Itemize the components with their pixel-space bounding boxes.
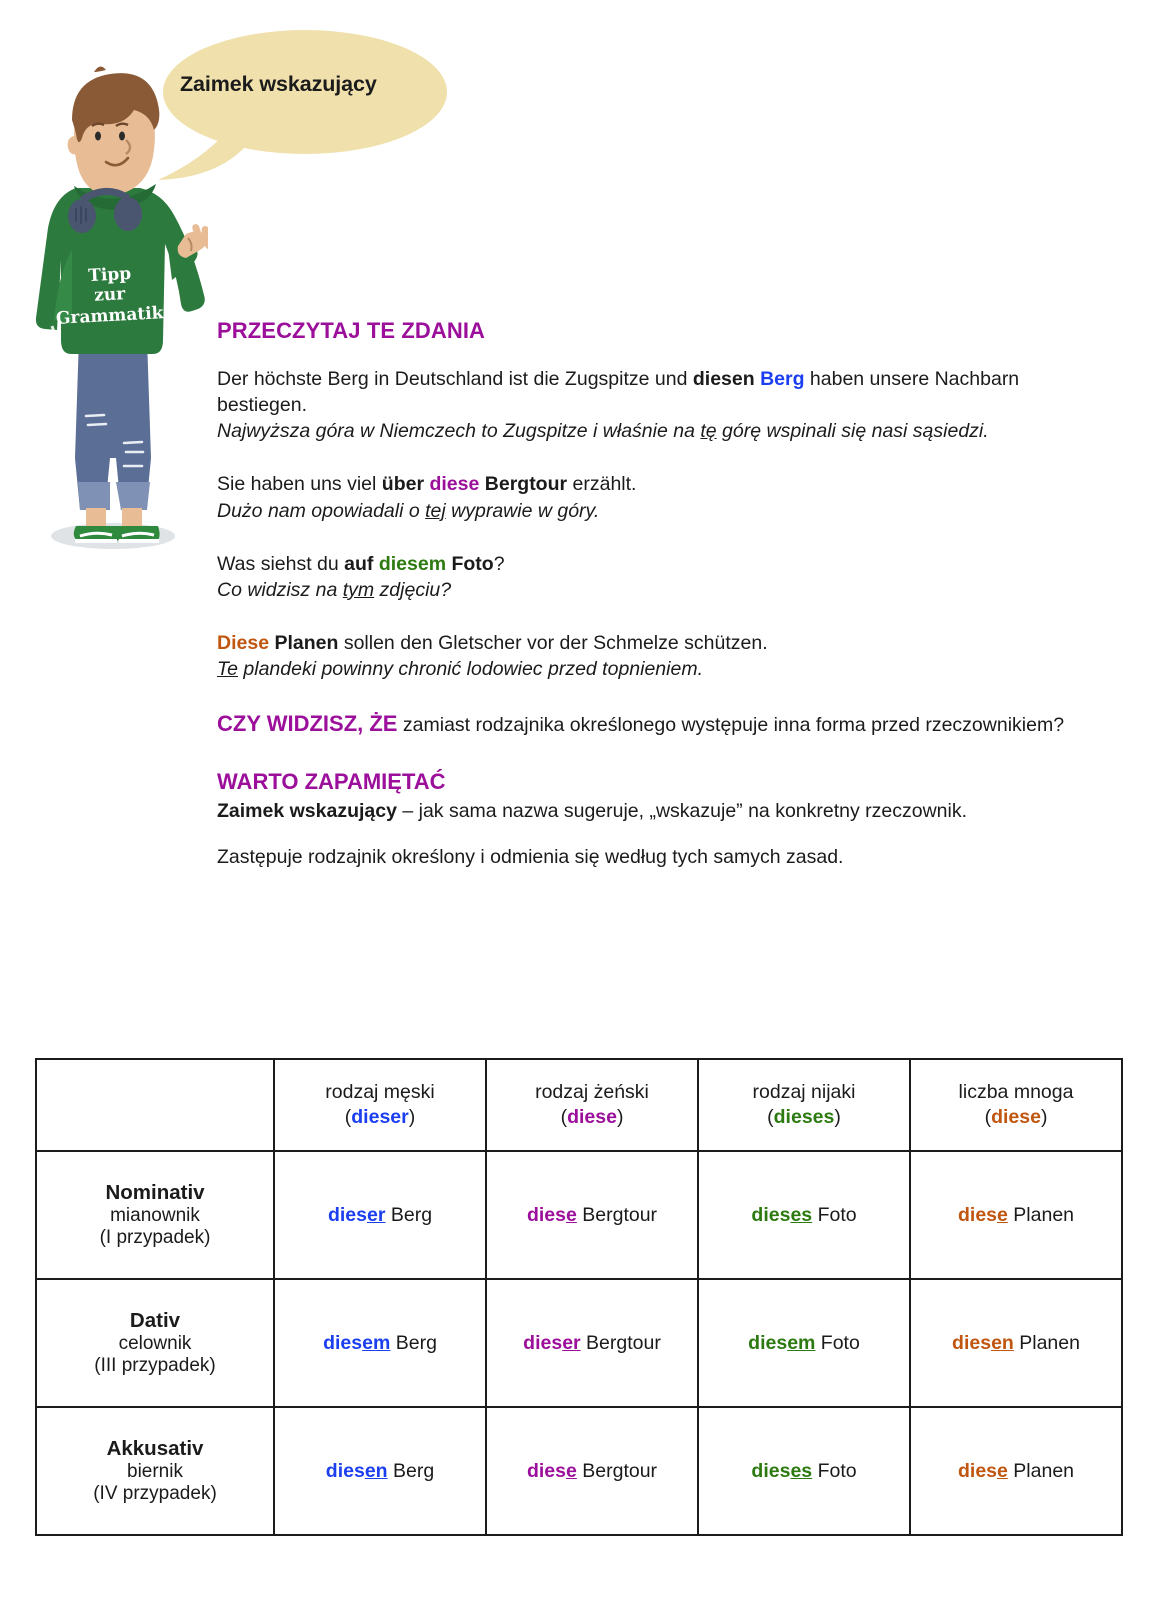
german-preposition: diesen (692, 368, 755, 390)
pronoun-stem: dies (327, 1203, 367, 1226)
table-row (36, 1407, 1122, 1535)
german-noun: Bergtour (484, 473, 568, 496)
noun: Berg (393, 1459, 435, 1482)
hoodie-text-line2: zur (93, 284, 126, 306)
polish-pronoun: tej (425, 499, 446, 522)
german-sentence: Sie haben uns viel über diese Bergtour erzählt. (217, 473, 637, 496)
declension-cell (698, 1151, 910, 1279)
declension-cell (486, 1279, 698, 1407)
noun: Bergtour (582, 1459, 658, 1482)
noun: Foto (817, 1203, 857, 1226)
table-row (36, 1151, 1122, 1279)
do-you-see-block (217, 709, 1079, 738)
german-preposition: auf (344, 552, 374, 575)
declension-cell (274, 1279, 486, 1407)
case-number: (III przypadek) (94, 1355, 216, 1376)
column-header-feminine: rodzaj żeński (diese) (486, 1059, 698, 1151)
pronoun-stem: dies (526, 1459, 566, 1482)
column-header-neuter: rodzaj nijaki (dieses) (698, 1059, 910, 1151)
hoodie-text-line1: Tipp (87, 263, 132, 287)
german-sentence: Was siehst du auf diesem Foto? (217, 552, 505, 575)
gender-pronoun: dieses (773, 1106, 835, 1128)
sentence-block (217, 471, 1079, 523)
speech-bubble (150, 22, 450, 187)
pronoun-ending: em (362, 1331, 391, 1354)
pronoun-stem: dies (957, 1459, 998, 1482)
case-name: Akkusativ (106, 1437, 204, 1460)
column-header-masculine: rodzaj męski (dieser) (274, 1059, 486, 1151)
pronoun-stem: dies (523, 1331, 563, 1354)
pronoun-ending: e (565, 1459, 577, 1482)
declension-cell (910, 1151, 1122, 1279)
pronoun-ending: e (565, 1203, 577, 1226)
case-polish-name: mianownik (110, 1205, 200, 1226)
case-cell-dativ (36, 1279, 274, 1407)
pronoun-stem: dies (952, 1331, 992, 1354)
noun: Berg (395, 1331, 437, 1354)
sentence-block (217, 630, 1079, 682)
german-sentence: Der höchste Berg in Deutschland ist die Zugspitze und diesen Berg haben unsere Nachbarn bestiegen. (217, 368, 1020, 417)
do-you-see-rest: zamiast rodzajnika określonego występuje inna forma przed rzeczownikiem? (397, 714, 1065, 737)
pronoun-ending: es (790, 1459, 813, 1482)
noun: Planen (1013, 1203, 1075, 1226)
gender-label: liczba mnoga (958, 1080, 1074, 1103)
case-polish-name: biernik (127, 1461, 183, 1482)
pronoun-stem: dies (957, 1203, 998, 1226)
do-you-see-lead: CZY WIDZISZ, ŻE (217, 711, 398, 737)
case-number: (I przypadek) (99, 1227, 211, 1248)
case-number: (IV przypadek) (93, 1483, 217, 1504)
declension-table (35, 1058, 1123, 1536)
pronoun-stem: dies (751, 1459, 791, 1482)
case-cell-akkusativ (36, 1407, 274, 1535)
german-pronoun-highlight: Diese (217, 631, 270, 654)
gender-pronoun: diese (567, 1106, 617, 1128)
declension-cell (698, 1279, 910, 1407)
remember-heading: WARTO ZAPAMIĘTAĆ (217, 768, 446, 794)
pronoun-stem: dies (751, 1203, 791, 1226)
remember-term: Zaimek wskazujący (217, 799, 397, 822)
pronoun-ending: er (366, 1203, 386, 1226)
noun: Bergtour (582, 1203, 658, 1226)
pronoun-ending: e (997, 1203, 1008, 1226)
pronoun-ending: es (790, 1203, 813, 1226)
polish-translation: Najwyższa góra w Niemczech to Zugspitze i właśnie na tę górę wspinali się nasi sąsiedzi. (217, 420, 989, 443)
table-corner-cell (36, 1059, 274, 1151)
sentence-block (217, 551, 1079, 603)
pronoun-ending: em (787, 1331, 816, 1354)
declension-cell (274, 1151, 486, 1279)
german-noun: Foto (451, 552, 494, 575)
read-sentences-heading: PRZECZYTAJ TE ZDANIA (217, 318, 486, 343)
pronoun-stem: dies (325, 1459, 365, 1482)
declension-cell (698, 1407, 910, 1535)
german-pronoun-highlight: diese (429, 473, 480, 496)
hoodie-text-line3: Grammatik (55, 303, 164, 329)
declension-cell (486, 1151, 698, 1279)
gender-pronoun: dieser (351, 1106, 409, 1128)
polish-pronoun: tę (700, 420, 717, 443)
noun: Bergtour (586, 1331, 661, 1354)
noun: Berg (390, 1203, 433, 1226)
lesson-content (217, 318, 1079, 870)
pronoun-ending: en (364, 1459, 388, 1482)
pronoun-stem: dies (323, 1331, 363, 1354)
noun: Planen (1013, 1459, 1075, 1482)
remember-definition: – jak sama nazwa sugeruje, „wskazuje” na konkretny rzeczownik. (396, 799, 968, 822)
polish-pronoun: tym (342, 578, 375, 601)
german-pronoun-highlight: diesem (378, 552, 447, 575)
pronoun-ending: er (562, 1331, 581, 1354)
noun: Foto (820, 1331, 860, 1354)
pronoun-ending: en (991, 1331, 1014, 1354)
remember-body (217, 798, 1079, 824)
pronoun-stem: dies (526, 1203, 566, 1226)
table-row (36, 1279, 1122, 1407)
german-noun-highlight: Berg (760, 368, 805, 390)
remember-extra-note: Zastępuje rodzajnik określony i odmienia się według tych samych zasad. (217, 845, 844, 868)
declension-cell (910, 1407, 1122, 1535)
column-header-plural: liczba mnoga (diese) (910, 1059, 1122, 1151)
speech-bubble-text: Zaimek wskazujący (180, 72, 377, 96)
german-preposition: über (381, 473, 425, 496)
table-header-row (36, 1059, 1122, 1151)
pronoun-stem: dies (748, 1331, 788, 1354)
case-cell-nominativ (36, 1151, 274, 1279)
declension-cell (274, 1407, 486, 1535)
declension-cell (910, 1279, 1122, 1407)
case-polish-name: celownik (118, 1333, 192, 1354)
polish-translation: Co widzisz na tym zdjęciu? (217, 578, 452, 601)
noun: Planen (1019, 1331, 1080, 1354)
pronoun-ending: e (997, 1459, 1008, 1482)
gender-label: rodzaj nijaki (752, 1080, 856, 1103)
gender-pronoun: diese (991, 1106, 1041, 1128)
sentence-block (217, 366, 1079, 444)
declension-cell (486, 1407, 698, 1535)
polish-translation: Dużo nam opowiadali o tej wyprawie w góry. (217, 499, 600, 522)
noun: Foto (817, 1459, 857, 1482)
case-name: Nominativ (105, 1181, 205, 1204)
gender-label: rodzaj żeński (535, 1080, 649, 1103)
gender-label: rodzaj męski (325, 1080, 435, 1103)
polish-pronoun: Te (217, 658, 238, 680)
german-noun: Planen (274, 631, 339, 654)
polish-translation: Te plandeki powinny chronić lodowiec przed topnieniem. (217, 658, 703, 680)
german-sentence: Diese Planen sollen den Gletscher vor der Schmelze schützen. (217, 631, 768, 654)
case-name: Dativ (129, 1309, 181, 1332)
